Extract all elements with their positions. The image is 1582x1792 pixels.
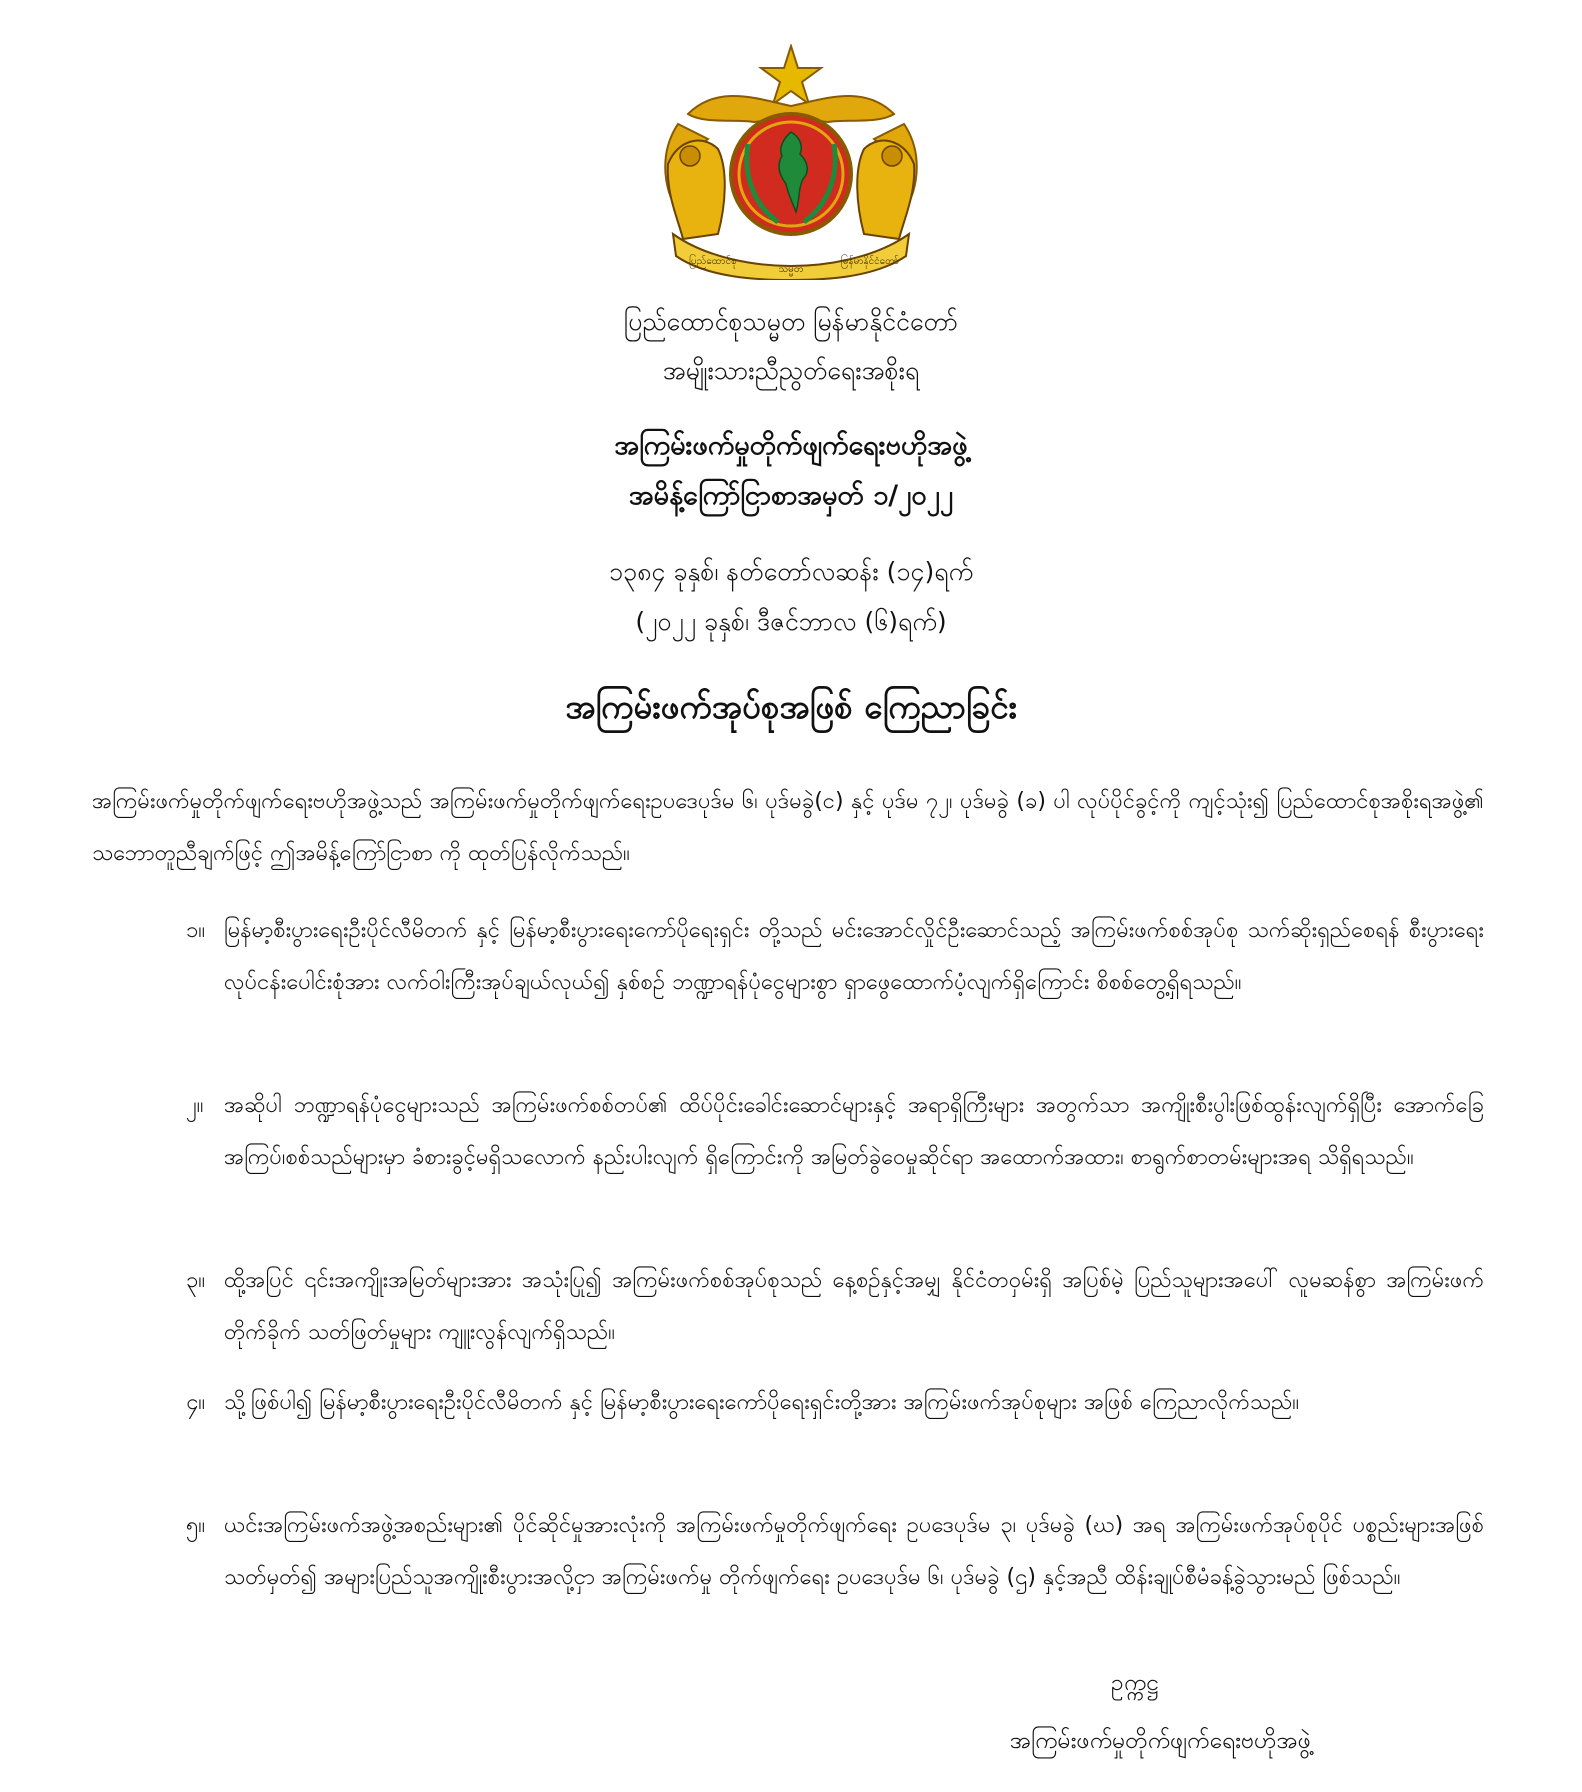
myanmar-date: ၁၃၈၄ ခုနှစ်၊ နတ်တော်လဆန်း (၁၄)ရက် [608,557,974,586]
item-text: သို့ဖြစ်ပါ၍ မြန်မာ့စီးပွားရေးဦးပိုင်လီမိတက် နှင့် မြန်မာ့စီးပွားရေးကော်ပိုရေးရှင်းတို့အား အကြမ်းဖက်အုပ်စုများ အဖြစ် ကြေညာလိုက်သည်။ [224,1390,1300,1415]
item-number: ၃။ [186,1268,206,1293]
emblem-ribbon-right: မြန်မာနိုင်ငံတော် [841,256,899,267]
item-text: ယင်းအကြမ်းဖက်အဖွဲ့အစည်းများ၏ ပိုင်ဆိုင်မှုအားလုံးကို အကြမ်းဖက်မှုတိုက်ဖျက်ရေး ဥပဒေပုဒ်မ ၃၊ ပုဒ်မခွဲ (ဃ) အရ အကြမ်းဖက်အုပ်စုပိုင် ပစ္စည်းများအဖြစ် သတ်မှတ်၍ အများပြည်သူအကျိုးစီးပွားအလို့ငှာ အကြမ်းဖက်မှု တိုက်ဖျက်ရေး ဥပဒေပုဒ်မ ၆၊ ပုဒ်မခွဲ (ဌ) နှင့်အညီ ထိန်းချုပ်စီမံခန့်ခွဲသွားမည် ဖြစ်သည်။ [224,1513,1484,1590]
intro-paragraph: အကြမ်းဖက်မှုတိုက်ဖျက်ရေးဗဟိုအဖွဲ့သည် အကြမ်းဖက်မှုတိုက်ဖျက်ရေးဥပဒေပုဒ်မ ၆၊ ပုဒ်မခွဲ(င) နှင့် ပုဒ်မ ၇၂၊ ပုဒ်မခွဲ (ခ) ပါ လုပ်ပိုင်ခွင့်ကို ကျင့်သုံး၍ ပြည်ထောင်စုအစိုးရအဖွဲ့၏ သဘောတူညီချက်ဖြင့် ဤအမိန့်ကြော်ငြာစာ ကို ထုတ်ပြန်လိုက်သည်။ [92,789,1484,866]
list-item [186,1377,1484,1429]
signatory-organization: အကြမ်းဖက်မှုတိုက်ဖျက်ရေးဗဟိုအဖွဲ့ [1010,1728,1311,1754]
item-text: မြန်မာ့စီးပွားရေးဦးပိုင်လီမိတက် နှင့် မြန်မာ့စီးပွားရေးကော်ပိုရေးရှင်း တို့သည် မင်းအောင်လှိုင်ဦးဆောင်သည့် အကြမ်းဖက်စစ်အုပ်စု သက်ဆိုးရှည်စေရန် စီးပွားရေးလုပ်ငန်းပေါင်းစုံအား လက်ဝါးကြီးအုပ်ချယ်လုယ်၍ နှစ်စဉ် ဘဏ္ဍာရန်ပုံငွေများစွာ ရှာဖွေထောက်ပံ့လျက်ရှိကြောင်း စိစစ်တွေ့ရှိရသည်။ [224,918,1484,995]
emblem-ribbon-center: သမ္မတ [778,264,804,275]
announcement-heading: အကြမ်းဖက်အုပ်စုအဖြစ် ကြေညာခြင်း [565,687,1017,726]
country-name: ပြည်ထောင်စုသမ္မတ မြန်မာနိုင်ငံတော် [623,307,959,336]
signatory-title: ဥက္ကဋ္ဌ [1111,1670,1159,1696]
emblem-star-icon [761,46,821,104]
item-text: ထို့အပြင် ၎င်းအကျိုးအမြတ်များအား အသုံးပြု၍ အကြမ်းဖက်စစ်အုပ်စုသည် နေ့စဉ်နှင့်အမျှ နိုင်ငံတဝှမ်းရှိ အပြစ်မဲ့ ပြည်သူများအပေါ် လူမဆန်စွာ အကြမ်းဖက်တိုက်ခိုက် သတ်ဖြတ်မှုများ ကျူးလွန်လျက်ရှိသည်။ [224,1268,1484,1345]
state-emblem [648,44,934,280]
order-number: အမိန့်ကြော်ငြာစာအမှတ် ၁/၂၀၂၂ [628,480,954,511]
item-number: ၅။ [186,1513,206,1538]
committee-title: အကြမ်းဖက်မှုတိုက်ဖျက်ရေးဗဟိုအဖွဲ့ [614,430,968,461]
list-item [186,905,1484,1009]
item-number: ၂။ [186,1093,204,1118]
list-item [186,1255,1484,1359]
list-item [186,1500,1484,1604]
item-number: ၁။ [186,918,206,943]
emblem-ribbon-left: ပြည်ထောင်စု [689,256,737,267]
item-text: အဆိုပါ ဘဏ္ဍာရန်ပုံငွေများသည် အကြမ်းဖက်စစ်တပ်၏ ထိပ်ပိုင်းခေါင်းဆောင်များနှင့် အရာရှိကြီးများ အတွက်သာ အကျိုးစီးပွါးဖြစ်ထွန်းလျက်ရှိပြီး အောက်ခြေအကြပ်၊စစ်သည်များမှာ ခံစားခွင့်မရှိသလောက် နည်းပါးလျက် ရှိကြောင်းကို အမြတ်ခွဲဝေမှုဆိုင်ရာ အထောက်အထား၊ စာရွက်စာတမ်းများအရ သိရှိရသည်။ [224,1093,1484,1170]
item-number: ၄။ [186,1390,206,1415]
government-name: အမျိုးသားညီညွတ်ရေးအစိုးရ [662,356,920,385]
list-item [186,1080,1484,1184]
gregorian-date: (၂၀၂၂ ခုနှစ်၊ ဒီဇင်ဘာလ (၆)ရက်) [635,607,947,636]
